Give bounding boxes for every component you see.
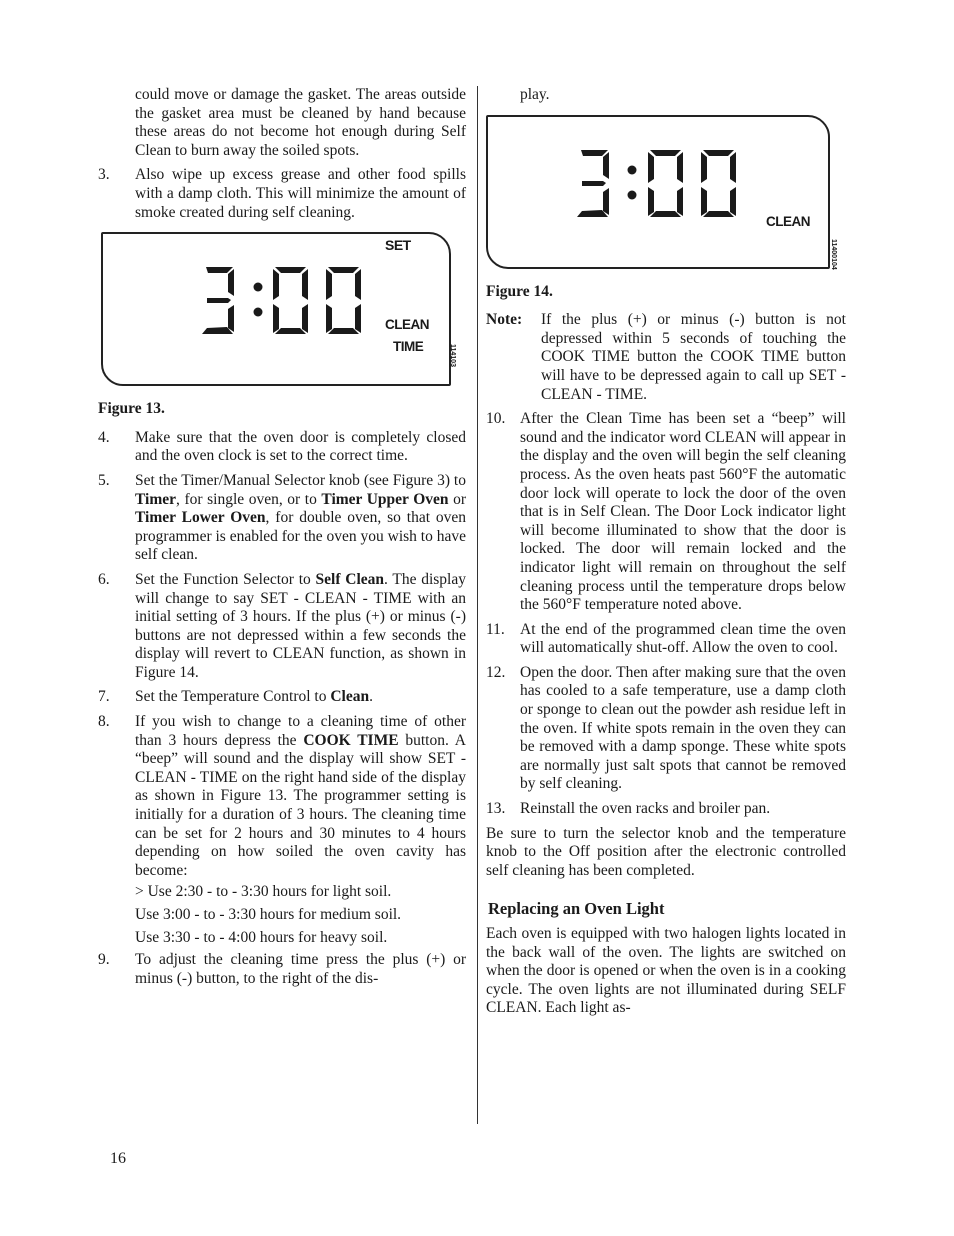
- lcd-digits: [103, 234, 449, 384]
- list-text: [135, 472, 466, 565]
- text-run: .: [369, 688, 373, 706]
- figure-code: 114103: [449, 344, 456, 368]
- list-item-6: [98, 571, 466, 683]
- closing-paragraph: Be sure to turn the selector knob and the temperature knob to the Off position after the electronic controlled self cleaning has been completed.: [486, 824, 846, 879]
- digit-3: [202, 267, 234, 334]
- digit-0-b: [701, 150, 736, 217]
- section-heading: Replacing an Oven Light: [488, 899, 665, 919]
- list-text: Open the door. Then after making sure that the oven has cooled to a safe temperature, use a damp cloth or sponge to clean out the powder ash residue left in the oven. If white spots remain in the oven they can be removed with a damp sponge. These white spots are normally just salt spots that cannot be removed by self cleaning.: [520, 663, 846, 793]
- text-run: Set the Function Selector to: [135, 570, 316, 588]
- digit-0-a: [648, 150, 683, 217]
- list-text: To adjust the cleaning time press the plus (+) or minus (-) button, to the right of the dis-: [135, 951, 466, 987]
- list-item-8: [98, 713, 466, 880]
- intro-paragraph: could move or damage the gasket. The areas outside the gasket area must be cleaned by hand because these areas do not become hot enough during Self Clean to burn away the soiled spots.: [135, 86, 466, 159]
- digit-0-a: [273, 267, 308, 334]
- colon-dot-top: [254, 283, 263, 292]
- text-run: If you wish to change to a cleaning time of other than 3 hours depress the: [135, 713, 466, 749]
- text-run: . The display will change to say SET - CLEAN - TIME with an initial setting of 3 hours. If the plus (+) or minus (-) buttons are not depressed within a few seconds the display will revert to CLEAN function, as shown in Figure 14.: [135, 570, 466, 681]
- soil-guideline-medium: Use 3:00 - to - 3:30 hours for medium soil.: [135, 906, 402, 923]
- page-number: 16: [110, 1150, 126, 1167]
- clean-indicator: CLEAN: [766, 213, 810, 229]
- list-item-3: [98, 166, 466, 222]
- list-number: 6.: [98, 570, 110, 588]
- note-block: [486, 311, 846, 404]
- list-text: [135, 688, 466, 707]
- text-run: Set the Timer/Manual Selector knob (see Figure 3) to: [135, 471, 466, 489]
- list-text: After the Clean Time has been set a “beep” will sound and the indicator word CLEAN will appear in the display and the oven will begin the self cleaning process. As the oven heats past 560°F the automatic door lock will operate to lock the door of the oven that is in Self Clean. The Door Lock indicator light will become illuminated to show that the door is locked. The door will remain locked and the indicator light will remain on throughout the self cleaning process until the temperature drops below the 560°F temperature noted above.: [520, 410, 846, 614]
- list-item-11: [486, 621, 846, 658]
- list-item-7: [98, 688, 466, 707]
- text-run: button. A “beep” will sound and the display will show SET - CLEAN - TIME on the right hand side of the display as shown in Figure 13. The programmer setting is initially for a duration of 3 hours. The cleaning time can be set for 2 hours and 30 minutes to 4 hours depending on how soiled the oven cavity has become:: [135, 731, 466, 879]
- colon-dot-bottom: [254, 308, 263, 317]
- note-text: If the plus (+) or minus (-) button is not depressed within 5 seconds of touching the COOK TIME button the COOK TIME button will have to be depressed again to call up SET - CLEAN - TIME.: [541, 311, 846, 403]
- note-label: Note:: [486, 311, 523, 329]
- list-number: 9.: [98, 951, 110, 969]
- list-number: 8.: [98, 713, 110, 731]
- list-text: Also wipe up excess grease and other food spills with a damp cloth. This will minimize the amount of smoke created during self cleaning.: [135, 166, 466, 221]
- list-item-12: [486, 664, 846, 794]
- figure-13-display: [101, 232, 456, 386]
- text-run: , for single oven, or to: [176, 490, 322, 508]
- figure-14-display: [486, 115, 837, 270]
- list-text: Reinstall the oven racks and broiler pan.: [520, 800, 771, 818]
- continuation-text: play.: [520, 86, 550, 103]
- list-number: 10.: [486, 410, 506, 428]
- list-text: At the end of the programmed clean time the oven will automatically shut-off. Allow the oven to cool.: [520, 620, 846, 657]
- soil-guideline-light: > Use 2:30 - to - 3:30 hours for light soil.: [135, 883, 392, 901]
- lcd-digits: [488, 117, 828, 267]
- list-number: 5.: [98, 471, 110, 489]
- column-divider: [477, 86, 478, 1124]
- list-number: 7.: [98, 688, 110, 706]
- bold-run: COOK TIME: [303, 731, 399, 749]
- oven-light-paragraph: Each oven is equipped with two halogen lights located in the back wall of the oven. The lights are switched on when the door is opened or when the oven is in a cooking cycle. The oven lights are not illuminated during SELF CLEAN. Each light as-: [486, 925, 846, 1017]
- list-number: 12.: [486, 663, 506, 681]
- bold-run: Timer Lower Oven: [135, 509, 266, 527]
- digit-3: [577, 150, 609, 217]
- list-item-9: [98, 951, 466, 988]
- colon-dot-bottom: [628, 190, 637, 199]
- bold-run: Timer: [135, 490, 177, 508]
- figure-13-caption: Figure 13.: [98, 400, 165, 418]
- figure-14-caption: Figure 14.: [486, 282, 553, 300]
- text-run: Set the Temperature Control to: [135, 688, 331, 706]
- soil-guideline-heavy: Use 3:30 - to - 4:00 hours for heavy soil.: [135, 928, 388, 946]
- list-number: 13.: [486, 800, 506, 818]
- bold-run: Clean: [330, 688, 370, 706]
- bold-run: Self Clean: [315, 570, 384, 588]
- clean-indicator: CLEAN: [385, 317, 429, 333]
- text-run: or: [448, 490, 466, 508]
- list-number: 4.: [98, 428, 110, 446]
- right-column: [486, 86, 846, 1018]
- left-column: [98, 86, 466, 994]
- set-indicator: SET: [385, 237, 411, 254]
- list-item-5: [98, 472, 466, 565]
- list-item-10: [486, 410, 846, 615]
- list-text: Make sure that the oven door is completely closed and the oven clock is set to the correct time.: [135, 428, 466, 465]
- list-number: 3.: [98, 166, 110, 184]
- list-text: [135, 571, 466, 683]
- bold-run: Timer Upper Oven: [321, 490, 449, 508]
- list-item-13: [486, 800, 846, 819]
- digit-0-b: [326, 267, 361, 334]
- figure-code: 11400104: [830, 238, 837, 270]
- list-text: [135, 713, 466, 880]
- time-indicator: TIME: [393, 339, 424, 355]
- list-item-4: [98, 429, 466, 466]
- list-number: 11.: [486, 620, 505, 638]
- text-run: , for double oven, so that oven programmer is enabled for the oven you wish to have self clean.: [135, 509, 467, 564]
- colon-dot-top: [628, 165, 637, 174]
